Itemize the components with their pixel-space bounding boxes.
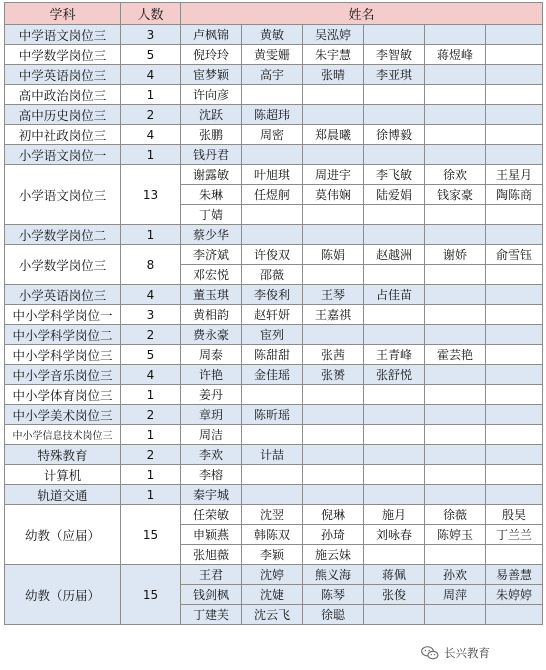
table-row [5, 125, 543, 145]
recruitment-table [4, 2, 543, 625]
name-cell [425, 125, 486, 145]
count-cell: 1 [121, 145, 181, 165]
name-cell: 申颖燕 [181, 525, 242, 545]
table-row [5, 285, 543, 305]
subject-cell: 高中政治岗位三 [5, 85, 121, 105]
name-cell [425, 485, 486, 505]
name-cell [364, 465, 425, 485]
name-cell: 吴泓婷 [303, 25, 364, 45]
name-cell [486, 45, 543, 65]
name-cell [486, 485, 543, 505]
name-cell [486, 545, 543, 565]
name-cell: 徐聪 [303, 605, 364, 625]
name-cell: 赵轩妍 [242, 305, 303, 325]
subject-cell: 小学语文岗位三 [5, 165, 121, 225]
count-cell: 4 [121, 125, 181, 145]
name-cell: 李智敏 [364, 45, 425, 65]
name-cell: 邓宏悦 [181, 265, 242, 285]
name-cell [425, 285, 486, 305]
name-cell [425, 65, 486, 85]
name-cell: 陶陈商 [486, 185, 543, 205]
name-cell [425, 25, 486, 45]
count-cell: 3 [121, 25, 181, 45]
subject-cell: 幼教（应届） [5, 505, 121, 565]
name-cell [364, 605, 425, 625]
name-cell [486, 125, 543, 145]
count-cell: 5 [121, 345, 181, 365]
name-cell: 沈跃 [181, 105, 242, 125]
name-cell [486, 365, 543, 385]
count-cell: 2 [121, 105, 181, 125]
header-subject: 学科 [5, 3, 121, 25]
name-cell: 叶旭琪 [242, 165, 303, 185]
name-cell [425, 465, 486, 485]
subject-cell: 中小学科学岗位三 [5, 345, 121, 365]
name-cell [425, 265, 486, 285]
table-row [5, 465, 543, 485]
name-cell: 张茜 [303, 345, 364, 365]
table-row [5, 45, 543, 65]
watermark-text: 长兴教育 [444, 646, 490, 660]
name-cell [364, 305, 425, 325]
count-cell: 1 [121, 385, 181, 405]
subject-cell: 中小学科学岗位一 [5, 305, 121, 325]
table-row [5, 445, 543, 465]
name-cell: 蒋煜峰 [425, 45, 486, 65]
name-cell [425, 385, 486, 405]
name-cell: 钱剑枫 [181, 585, 242, 605]
name-cell: 张鹏 [181, 125, 242, 145]
name-cell: 丁婧 [181, 205, 242, 225]
name-cell [486, 225, 543, 245]
name-cell: 谢露敏 [181, 165, 242, 185]
name-cell [486, 265, 543, 285]
name-cell: 周萍 [425, 585, 486, 605]
name-cell [364, 105, 425, 125]
name-cell [364, 445, 425, 465]
table-row [5, 425, 543, 445]
subject-cell: 小学数学岗位三 [5, 245, 121, 285]
count-cell: 1 [121, 485, 181, 505]
table-row [5, 25, 543, 45]
count-cell: 15 [121, 565, 181, 625]
name-cell: 莫伟娴 [303, 185, 364, 205]
name-cell [364, 385, 425, 405]
name-cell [303, 265, 364, 285]
name-cell [242, 465, 303, 485]
name-cell: 李欢 [181, 445, 242, 465]
name-cell [303, 445, 364, 465]
name-cell: 钱丹君 [181, 145, 242, 165]
subject-cell: 小学语文岗位一 [5, 145, 121, 165]
name-cell: 施云妹 [303, 545, 364, 565]
name-cell: 占佳苗 [364, 285, 425, 305]
name-cell [486, 285, 543, 305]
name-cell: 孙欢 [425, 565, 486, 585]
name-cell [364, 85, 425, 105]
name-cell: 董玉琪 [181, 285, 242, 305]
name-cell: 许艳 [181, 365, 242, 385]
name-cell [242, 205, 303, 225]
name-cell [486, 85, 543, 105]
count-cell: 5 [121, 45, 181, 65]
table-body [5, 25, 543, 625]
name-cell [425, 105, 486, 125]
table-row [5, 225, 543, 245]
name-cell [303, 385, 364, 405]
count-cell: 2 [121, 405, 181, 425]
name-cell: 沈婷 [242, 565, 303, 585]
name-cell: 孙琦 [303, 525, 364, 545]
table-row [5, 345, 543, 365]
name-cell [242, 485, 303, 505]
subject-cell: 中学英语岗位三 [5, 65, 121, 85]
name-cell: 邵薇 [242, 265, 303, 285]
name-cell: 张舒悦 [364, 365, 425, 385]
name-cell: 计喆 [242, 445, 303, 465]
subject-cell: 中小学体育岗位三 [5, 385, 121, 405]
name-cell: 谢娇 [425, 245, 486, 265]
name-cell [364, 425, 425, 445]
name-cell [242, 425, 303, 445]
name-cell [486, 305, 543, 325]
name-cell [425, 85, 486, 105]
name-cell: 宦梦颖 [181, 65, 242, 85]
table-row [5, 405, 543, 425]
name-cell [303, 325, 364, 345]
name-cell: 钱家豪 [425, 185, 486, 205]
name-cell: 熊义海 [303, 565, 364, 585]
name-cell [486, 465, 543, 485]
name-cell: 殷昊 [486, 505, 543, 525]
name-cell [486, 25, 543, 45]
name-cell [425, 205, 486, 225]
name-cell: 费永豪 [181, 325, 242, 345]
name-cell: 王青峰 [364, 345, 425, 365]
name-cell: 朱琳 [181, 185, 242, 205]
name-cell: 陈娟 [303, 245, 364, 265]
name-cell: 王君 [181, 565, 242, 585]
name-cell: 许俊双 [242, 245, 303, 265]
name-cell [303, 85, 364, 105]
name-cell [486, 105, 543, 125]
name-cell: 丁兰兰 [486, 525, 543, 545]
name-cell: 王琴 [303, 285, 364, 305]
name-cell: 朱宇慧 [303, 45, 364, 65]
subject-cell: 中学语文岗位三 [5, 25, 121, 45]
name-cell: 徐薇 [425, 505, 486, 525]
name-cell [364, 225, 425, 245]
name-cell: 任煜舸 [242, 185, 303, 205]
subject-cell: 中学数学岗位三 [5, 45, 121, 65]
name-cell [425, 305, 486, 325]
count-cell: 2 [121, 445, 181, 465]
name-cell [425, 605, 486, 625]
name-cell [486, 605, 543, 625]
name-cell: 姜丹 [181, 385, 242, 405]
table-row [5, 325, 543, 345]
count-cell: 3 [121, 305, 181, 325]
subject-cell: 小学英语岗位三 [5, 285, 121, 305]
name-cell [425, 425, 486, 445]
table-row [5, 85, 543, 105]
name-cell: 丁建芙 [181, 605, 242, 625]
table-row [5, 305, 543, 325]
name-cell: 陈超玮 [242, 105, 303, 125]
name-cell: 周密 [242, 125, 303, 145]
name-cell: 李飞敏 [364, 165, 425, 185]
name-cell: 高宇 [242, 65, 303, 85]
subject-cell: 高中历史岗位三 [5, 105, 121, 125]
count-cell: 1 [121, 425, 181, 445]
count-cell: 1 [121, 225, 181, 245]
name-cell [364, 325, 425, 345]
name-cell: 李俊利 [242, 285, 303, 305]
name-cell [486, 205, 543, 225]
name-cell: 张晴 [303, 65, 364, 85]
name-cell: 陈甜甜 [242, 345, 303, 365]
subject-cell: 中小学音乐岗位三 [5, 365, 121, 385]
name-cell: 黄敏 [242, 25, 303, 45]
name-cell [425, 405, 486, 425]
name-cell [425, 325, 486, 345]
name-cell: 周泰 [181, 345, 242, 365]
watermark [420, 640, 540, 666]
name-cell [486, 145, 543, 165]
name-cell: 章玥 [181, 405, 242, 425]
table-row [5, 385, 543, 405]
name-cell [303, 425, 364, 445]
count-cell: 2 [121, 325, 181, 345]
name-cell: 沈翌 [242, 505, 303, 525]
name-cell: 徐欢 [425, 165, 486, 185]
name-cell: 沈云飞 [242, 605, 303, 625]
name-cell [486, 345, 543, 365]
name-cell [425, 545, 486, 565]
name-cell: 俞雪钰 [486, 245, 543, 265]
name-cell [303, 465, 364, 485]
subject-cell: 小学数学岗位二 [5, 225, 121, 245]
name-cell [486, 405, 543, 425]
name-cell: 金佳瑶 [242, 365, 303, 385]
wechat-icon [420, 643, 440, 663]
count-cell: 13 [121, 165, 181, 225]
name-cell [486, 65, 543, 85]
subject-cell: 中小学信息技术岗位三 [5, 425, 121, 445]
table-row [5, 565, 543, 585]
name-cell [364, 405, 425, 425]
name-cell [242, 225, 303, 245]
name-cell: 倪玲玲 [181, 45, 242, 65]
name-cell: 倪琳 [303, 505, 364, 525]
count-cell: 4 [121, 65, 181, 85]
name-cell: 张俊 [364, 585, 425, 605]
header-row [5, 3, 543, 25]
table-row [5, 365, 543, 385]
subject-cell: 特殊教育 [5, 445, 121, 465]
name-cell: 沈婕 [242, 585, 303, 605]
name-cell [242, 385, 303, 405]
name-cell: 赵越洲 [364, 245, 425, 265]
name-cell: 李颖 [242, 545, 303, 565]
name-cell: 陆爱娟 [364, 185, 425, 205]
table-row [5, 245, 543, 265]
name-cell [486, 325, 543, 345]
name-cell: 陈琴 [303, 585, 364, 605]
name-cell: 卢枫锦 [181, 25, 242, 45]
name-cell: 李亚琪 [364, 65, 425, 85]
name-cell: 宦列 [242, 325, 303, 345]
name-cell [303, 145, 364, 165]
name-cell [303, 205, 364, 225]
name-cell [486, 425, 543, 445]
name-cell: 许向彦 [181, 85, 242, 105]
subject-cell: 初中社政岗位三 [5, 125, 121, 145]
count-cell: 1 [121, 85, 181, 105]
name-cell: 王星月 [486, 165, 543, 185]
name-cell: 秦宇城 [181, 485, 242, 505]
subject-cell: 计算机 [5, 465, 121, 485]
subject-cell: 轨道交通 [5, 485, 121, 505]
name-cell [425, 445, 486, 465]
name-cell: 黄相韵 [181, 305, 242, 325]
name-cell [425, 145, 486, 165]
name-cell: 朱婷婷 [486, 585, 543, 605]
subject-cell: 中小学美术岗位三 [5, 405, 121, 425]
name-cell: 蒋佩 [364, 565, 425, 585]
name-cell: 张旭薇 [181, 545, 242, 565]
name-cell: 刘咏春 [364, 525, 425, 545]
subject-cell: 中小学科学岗位二 [5, 325, 121, 345]
name-cell [486, 385, 543, 405]
count-cell: 4 [121, 285, 181, 305]
table-row [5, 145, 543, 165]
name-cell: 周洁 [181, 425, 242, 445]
name-cell: 韩陈双 [242, 525, 303, 545]
name-cell [303, 405, 364, 425]
name-cell: 黄雯姗 [242, 45, 303, 65]
name-cell: 任荣敏 [181, 505, 242, 525]
name-cell [364, 265, 425, 285]
name-cell [425, 225, 486, 245]
name-cell [364, 485, 425, 505]
name-cell: 李榕 [181, 465, 242, 485]
header-names: 姓名 [181, 3, 543, 25]
name-cell: 张赟 [303, 365, 364, 385]
count-cell: 15 [121, 505, 181, 565]
name-cell: 周进宇 [303, 165, 364, 185]
count-cell: 8 [121, 245, 181, 285]
name-cell: 施月 [364, 505, 425, 525]
count-cell: 1 [121, 465, 181, 485]
name-cell [364, 25, 425, 45]
subject-cell: 幼教（历届） [5, 565, 121, 625]
name-cell [303, 485, 364, 505]
name-cell: 陈婷玉 [425, 525, 486, 545]
name-cell [425, 365, 486, 385]
table-row [5, 505, 543, 525]
name-cell [364, 145, 425, 165]
name-cell: 徐博毅 [364, 125, 425, 145]
name-cell [486, 445, 543, 465]
name-cell [242, 85, 303, 105]
table-row [5, 165, 543, 185]
name-cell: 郑晨曦 [303, 125, 364, 145]
name-cell [364, 545, 425, 565]
count-cell: 4 [121, 365, 181, 385]
name-cell: 霍芸艳 [425, 345, 486, 365]
name-cell [303, 105, 364, 125]
name-cell: 陈昕瑶 [242, 405, 303, 425]
name-cell: 蔡少华 [181, 225, 242, 245]
header-count: 人数 [121, 3, 181, 25]
name-cell [364, 205, 425, 225]
name-cell: 李济斌 [181, 245, 242, 265]
name-cell: 易善慧 [486, 565, 543, 585]
table-row [5, 65, 543, 85]
name-cell [242, 145, 303, 165]
name-cell [303, 225, 364, 245]
table-row [5, 485, 543, 505]
table-row [5, 105, 543, 125]
name-cell: 王嘉祺 [303, 305, 364, 325]
